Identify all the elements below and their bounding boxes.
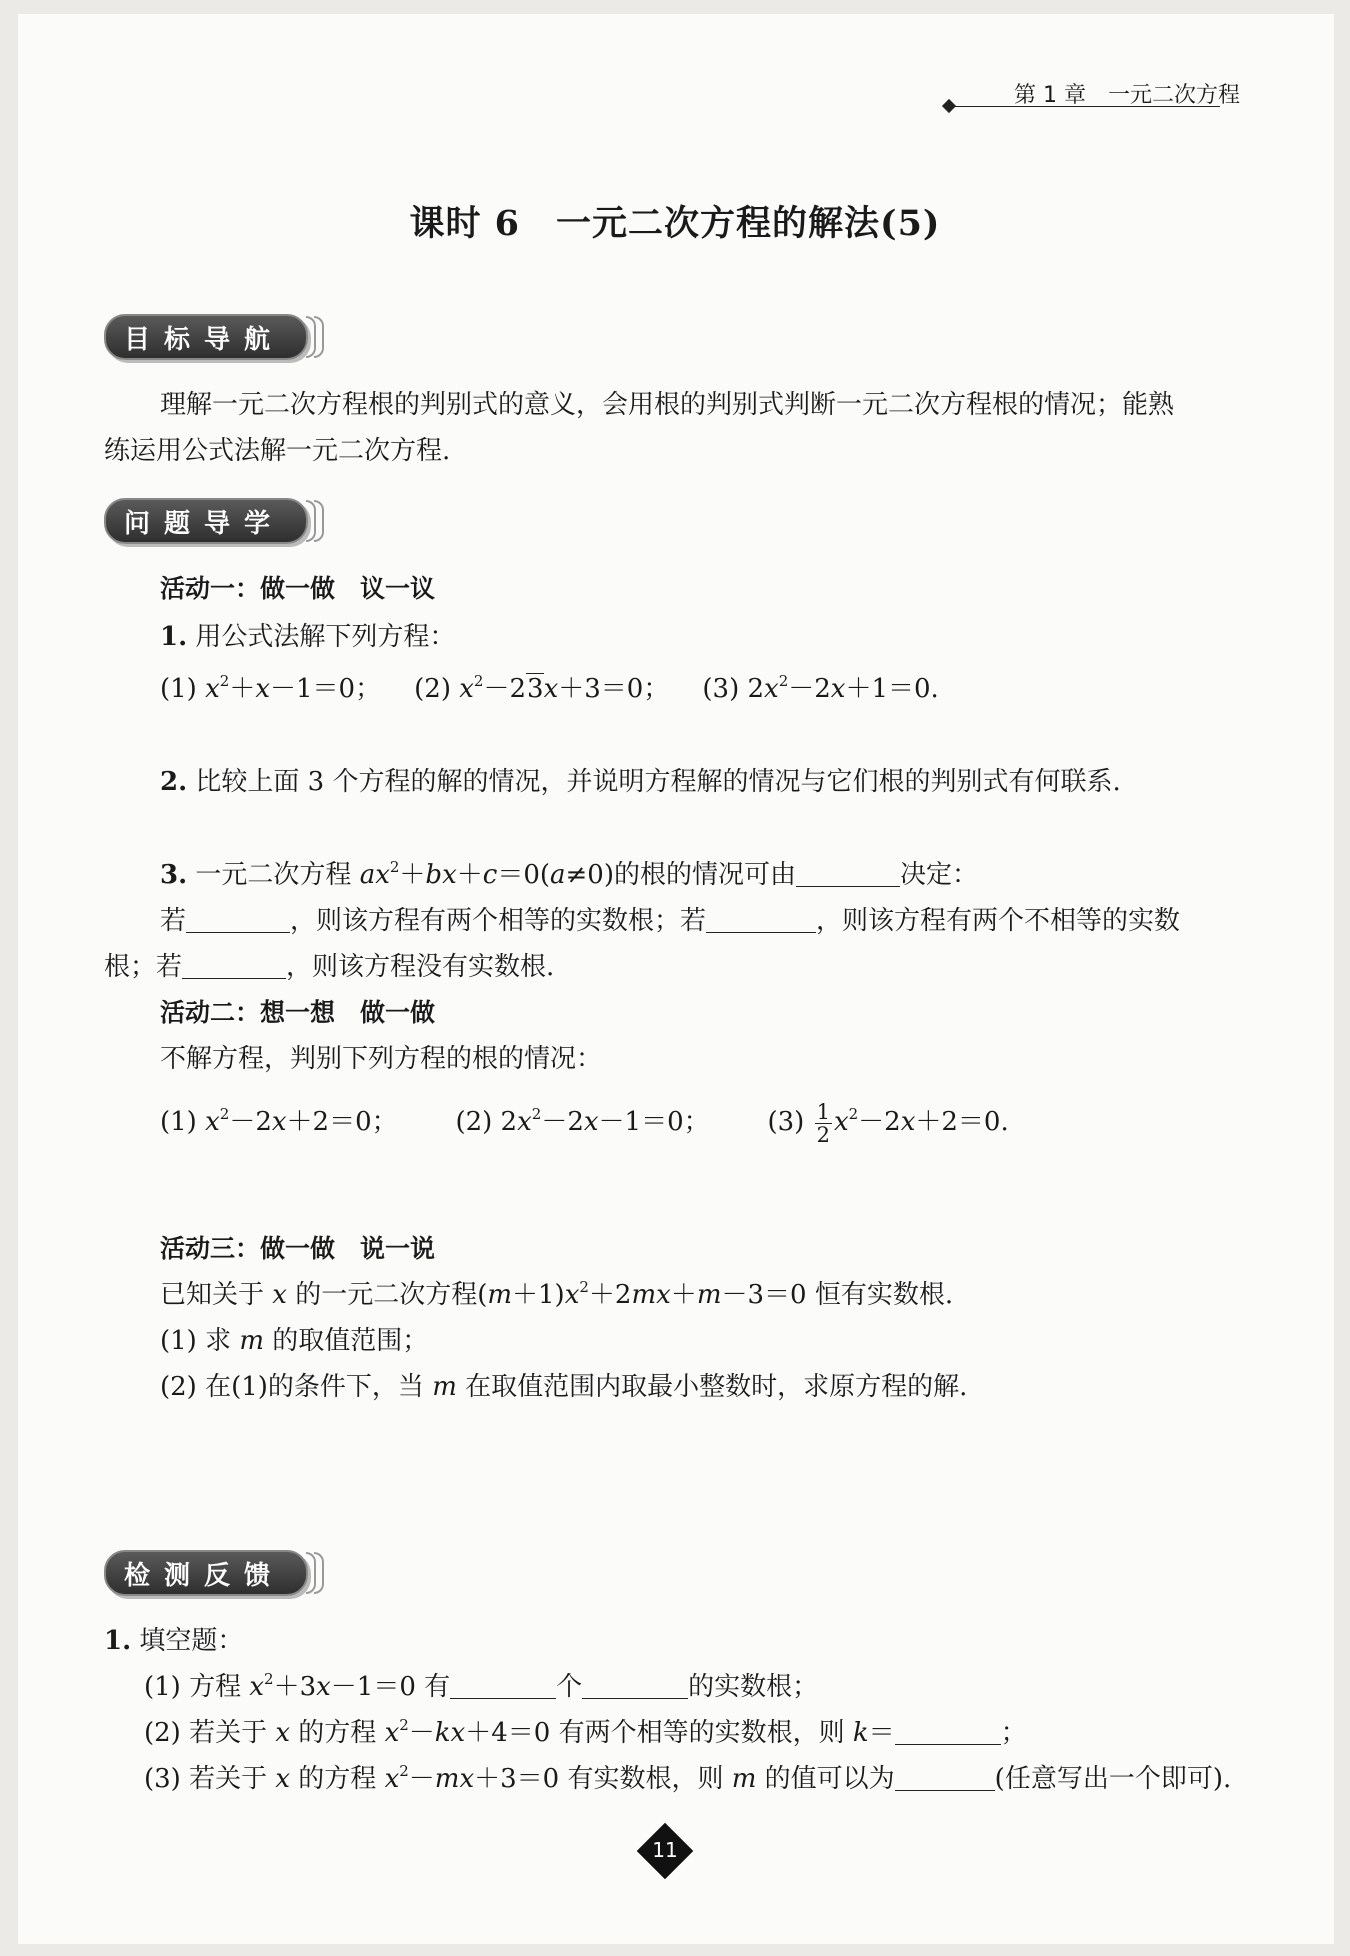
fill-blank[interactable] [582, 1672, 688, 1699]
question-text: 用公式法解下列方程： [195, 622, 456, 652]
page-number: 11 [652, 1838, 678, 1862]
page-title: 课时 6 一元二次方程的解法(5) [409, 203, 941, 244]
section-tag-feedback [104, 1552, 324, 1594]
goal-text-line-2: 练运用公式法解一元二次方程. [104, 436, 451, 466]
fill-blank[interactable] [895, 1764, 995, 1791]
section-tag-label: 问题导学 [104, 498, 308, 544]
feedback-q1 [104, 1624, 243, 1658]
activity1-q1 [160, 620, 455, 654]
feedback-q1-part-3: (3) 若关于 x 的方程 $x^2-mx+3=0$ 有实数根，则 m 的值可以为 (任意写出一个即可). [144, 1762, 1232, 1794]
chapter-header: 第 1 章 一元二次方程 [1014, 83, 1240, 108]
feedback-q1-part-2: (2) 若关于 x 的方程 $x^2-kx+4=0$ 有两个相等的实数根，则 k＝ ； [144, 1716, 1027, 1748]
fill-blank[interactable] [895, 1718, 1001, 1745]
fill-blank[interactable] [186, 906, 290, 933]
question-text: 比较上面 3 个方程的解的情况，并说明方程解的情况与它们根的判别式有何联系. [195, 767, 1121, 797]
activity3-part-1: (1) 求 m 的取值范围； [160, 1326, 429, 1356]
section-tag-label: 目标导航 [104, 314, 308, 360]
activity3-part-2: (2) 在(1)的条件下，当 m 在取值范围内取最小整数时，求原方程的解. [160, 1372, 968, 1402]
activity1-equations: (1) $x^2+x-1=0$； (2) $x^2-23x+3=0$； (3) $2x^2-2x+1=0$. [160, 672, 939, 704]
header-rule [950, 106, 1220, 107]
activity1-heading: 活动一：做一做 议一议 [160, 574, 436, 603]
fill-blank[interactable] [450, 1672, 556, 1699]
fill-blank[interactable] [796, 860, 900, 887]
activity2-heading: 活动二：想一想 做一做 [160, 998, 436, 1027]
tag-decoration [314, 316, 324, 358]
activity1-q2 [160, 765, 1121, 799]
fill-blank[interactable] [706, 906, 816, 933]
activity1-q3-line-1: 3. 一元二次方程 $ax^2+bx+c=0(a\ne 0)$的根的情况可由 决定： [160, 858, 979, 890]
goal-text-line-1: 理解一元二次方程根的判别式的意义，会用根的判别式判断一元二次方程根的情况；能熟 [160, 390, 1175, 420]
question-number: 3. [160, 860, 188, 890]
section-tag-study [104, 500, 324, 542]
section-tag-label: 检测反馈 [104, 1550, 308, 1596]
activity1-q3-line-3: 根；若 ，则该方程没有实数根. [104, 952, 555, 982]
activity2-intro: 不解方程，判别下列方程的根的情况： [160, 1044, 603, 1074]
activity2-equations: (1) $x^2-2x+2=0$； (2) $2x^2-2x-1=0$； (3) $\frac{1}{2}$ $x^2-2x+2=0$. [160, 1099, 1009, 1147]
activity3-heading: 活动三：做一做 说一说 [160, 1234, 436, 1263]
question-number: 1. [104, 1626, 132, 1656]
tag-decoration [314, 500, 324, 542]
question-number: 1. [160, 622, 188, 652]
section-tag-goal [104, 316, 324, 358]
tag-decoration [314, 1552, 324, 1594]
fraction: $\frac{1}{2}$ [816, 1099, 830, 1147]
activity1-q3-line-2: 若 ，则该方程有两个相等的实数根；若 ，则该方程有两个不相等的实数 [160, 906, 1181, 936]
question-text: 填空题： [139, 1626, 244, 1656]
question-number: 2. [160, 767, 188, 797]
activity3-statement: 已知关于 x 的一元二次方程$(m+1)x^2+2mx+m-3=0$ 恒有实数根. [160, 1278, 954, 1310]
feedback-q1-part-1: (1) 方程 $x^2+3x-1=0$ 有 个 的实数根； [144, 1670, 819, 1702]
fill-blank[interactable] [182, 952, 286, 979]
